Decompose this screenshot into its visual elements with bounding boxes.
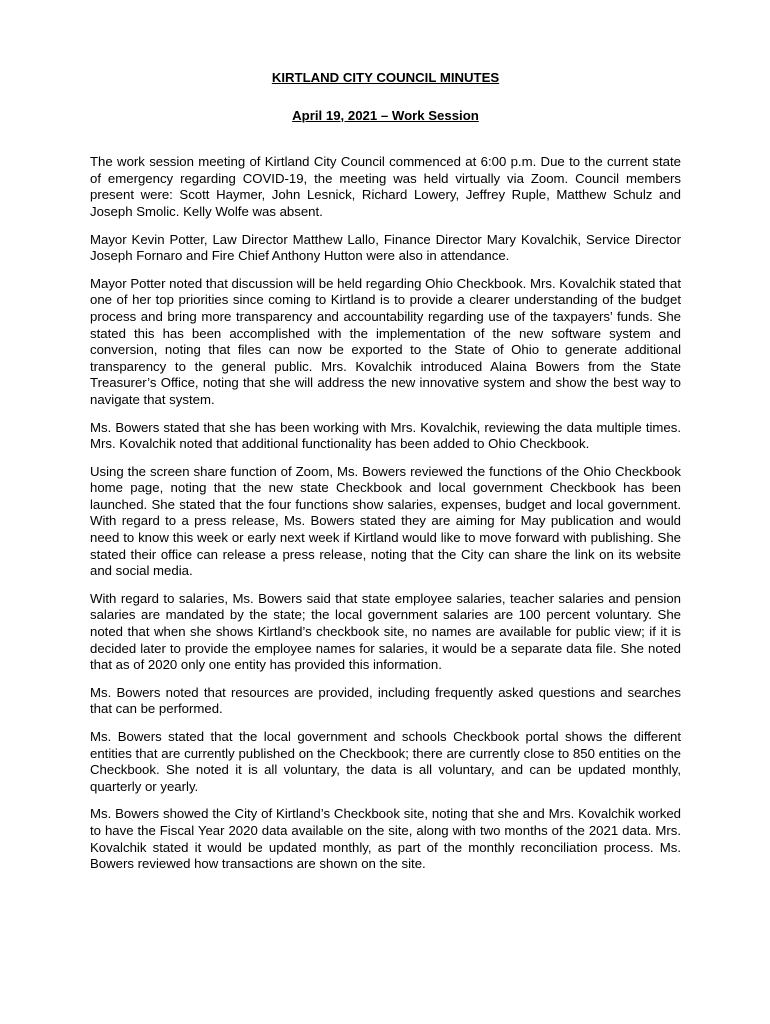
document-page <box>90 70 681 873</box>
paragraph-salaries: With regard to salaries, Ms. Bowers said that state employee salaries, teacher salaries and pension salaries are mandated by the state; the local government salaries are 100 percent voluntary. She noted that when she shows Kirtland’s checkbook site, no names are available for public view; if it is decided later to provide the employee names for salaries, it would be a separate data file. She noted that as of 2020 only one entity has provided this information. <box>90 590 681 673</box>
paragraph-officials: Mayor Kevin Potter, Law Director Matthew Lallo, Finance Director Mary Kovalchik, Service Director Joseph Fornaro and Fire Chief Anthony Hutton were also in attendance. <box>90 231 681 264</box>
paragraph-bowers-review: Ms. Bowers stated that she has been working with Mrs. Kovalchik, reviewing the data multiple times. Mrs. Kovalchik noted that additional functionality has been added to Ohio Checkbook. <box>90 419 681 452</box>
paragraph-kirtland-site: Ms. Bowers showed the City of Kirtland’s Checkbook site, noting that she and Mrs. Kovalchik worked to have the Fiscal Year 2020 data available on the site, along with two months of the 2021 data. Mrs. Kovalchik stated it would be updated monthly, as part of the monthly reconciliation process. Ms. Bowers reviewed how transactions are shown on the site. <box>90 806 681 872</box>
paragraph-portal: Ms. Bowers stated that the local government and schools Checkbook portal shows the different entities that are currently published on the Checkbook; there are currently close to 850 entities on the Checkbook. She noted it is all voluntary, the data is all voluntary, and can be updated monthly, quarterly or yearly. <box>90 729 681 794</box>
document-subtitle: April 19, 2021 – Work Session <box>292 107 479 123</box>
paragraph-resources: Ms. Bowers noted that resources are provided, including frequently asked questions and searches that can be performed. <box>90 684 681 717</box>
document-title: KIRTLAND CITY COUNCIL MINUTES <box>271 70 500 85</box>
paragraph-attendance: The work session meeting of Kirtland City Council commenced at 6:00 p.m. Due to the current state of emergency regarding COVID-19, the meeting was held virtually via Zoom. Council members present were: Scott Haymer, John Lesnick, Richard Lowery, Jeffrey Ruple, Matthew Schulz and Joseph Smolic. Kelly Wolfe was absent. <box>90 154 681 219</box>
paragraph-ohio-checkbook-intro: Mayor Potter noted that discussion will be held regarding Ohio Checkbook. Mrs. Kovalchik stated that one of her top priorities since coming to Kirtland is to provide a clearer understanding of the budget process and bring more transparency and accountability regarding use of the taxpayers’ funds. She stated this has been accomplished with the implementation of the new software system and conversion, noting that files can now be exported to the State of Ohio to generate additional transparency to the general public. Mrs. Kovalchik introduced Alaina Bowers from the State Treasurer’s Office, noting that she will address the new innovative system and show the best way to navigate that system. <box>90 275 681 407</box>
paragraph-screen-share: Using the screen share function of Zoom, Ms. Bowers reviewed the functions of the Ohio Checkbook home page, noting that the new state Checkbook and local government Checkbook has been launched. She stated that the four functions show salaries, expenses, budget and local government. With regard to a press release, Ms. Bowers stated they are aiming for May publication and would need to know this week or early next week if Kirtland would like to move forward with publishing. She stated their office can release a press release, noting that the City can share the link on its website and social media. <box>90 463 681 579</box>
